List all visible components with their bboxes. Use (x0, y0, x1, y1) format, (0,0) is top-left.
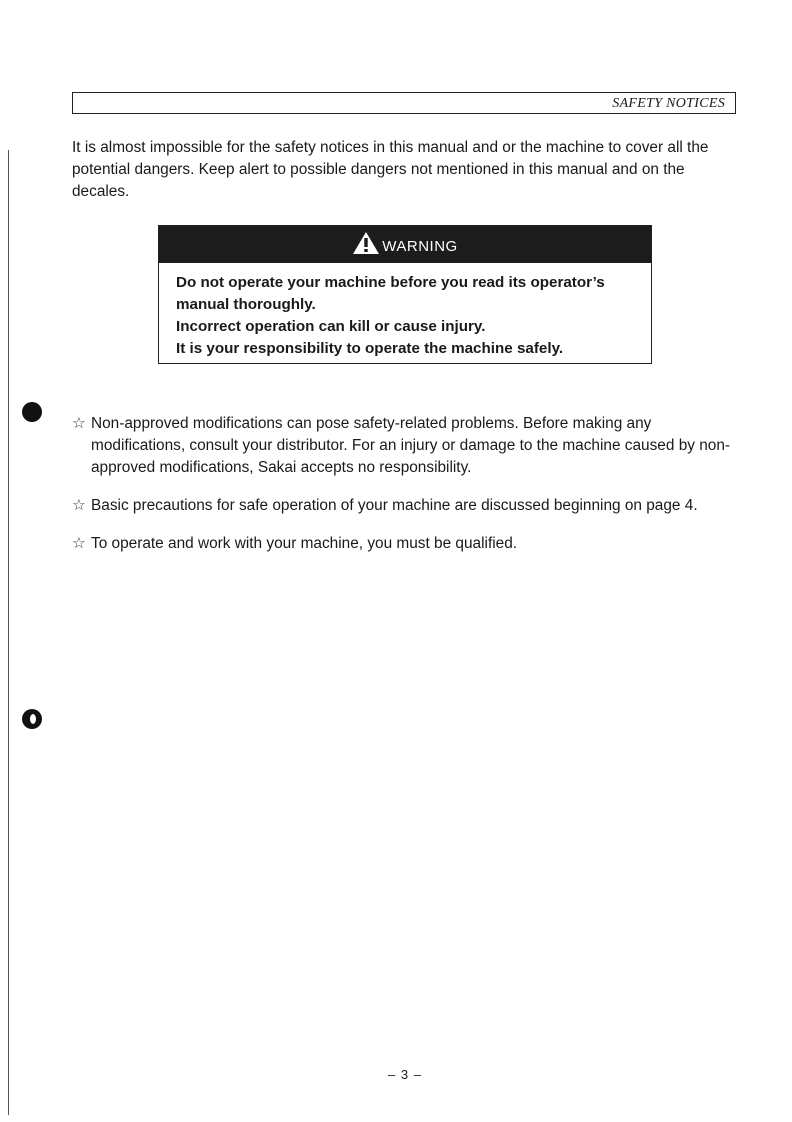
star-bullet-icon: ☆ (72, 497, 86, 514)
warning-body (159, 263, 651, 360)
star-bullet-icon: ☆ (72, 415, 86, 432)
warning-triangle-icon (352, 231, 380, 255)
binding-edge-line (8, 150, 9, 1115)
section-header-box (72, 92, 736, 114)
page-number: – 3 – (388, 1067, 422, 1082)
section-title: SAFETY NOTICES (612, 96, 725, 111)
notice-text: Non-approved modifications can pose safety-related problems. Before making any modifications, consult your distributor. For an injury or damage to the machine caused by non-approved modifications, Sakai accepts no responsibility. (91, 415, 731, 476)
warning-header (159, 226, 651, 263)
notice-item (72, 413, 744, 479)
notice-item (72, 495, 744, 517)
notice-list (72, 413, 744, 571)
intro-paragraph: It is almost impossible for the safety notices in this manual and or the machine to cover all the potential dangers. Keep alert to possible dangers not mentioned in this manual and on the decales. (72, 139, 709, 200)
notice-text: Basic precautions for safe operation of your machine are discussed beginning on page 4. (91, 497, 698, 514)
warning-line: Incorrect operation can kill or cause injury. (176, 318, 486, 335)
warning-line: It is your responsibility to operate the machine safely. (176, 340, 564, 357)
warning-line: manual thoroughly. (176, 296, 316, 313)
notice-item (72, 533, 744, 555)
warning-line: Do not operate your machine before you read its operator’s (176, 274, 605, 291)
warning-label: WARNING (382, 238, 458, 255)
punch-hole-top (22, 402, 42, 422)
notice-text: To operate and work with your machine, you must be qualified. (91, 535, 518, 552)
star-bullet-icon: ☆ (72, 535, 86, 552)
punch-hole-middle (22, 709, 42, 729)
warning-box (158, 225, 652, 364)
